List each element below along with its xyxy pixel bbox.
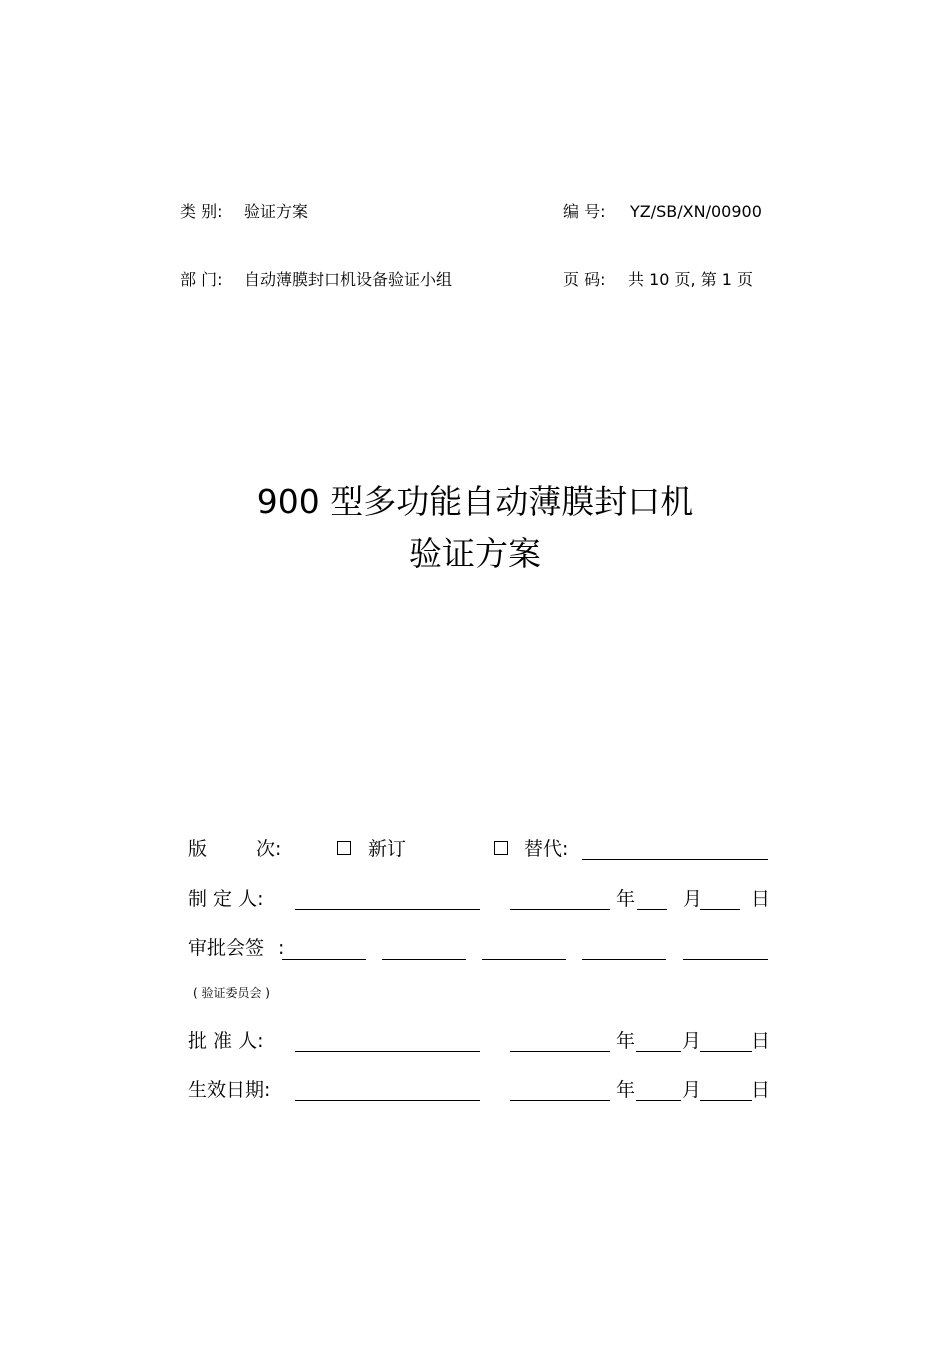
- dept-label: 部 门:: [180, 270, 223, 289]
- document-title-line1: 900 型多功能自动薄膜封口机: [256, 482, 694, 521]
- effective-month-line[interactable]: [636, 1100, 681, 1101]
- dept-value: 自动薄膜封口机设备验证小组: [244, 270, 453, 289]
- review-label: 审批会签: [188, 937, 265, 959]
- new-checkbox[interactable]: [337, 841, 351, 855]
- effective-date-label: 生效日期:: [188, 1079, 271, 1101]
- author-day-line[interactable]: [700, 909, 740, 910]
- replace-option-label: 替代:: [524, 838, 569, 860]
- author-day-label: 日: [751, 888, 771, 910]
- author-label: 制 定 人:: [188, 888, 264, 910]
- number-value: YZ/SB/XN/00900: [630, 202, 762, 221]
- category-value: 验证方案: [244, 202, 309, 221]
- author-month-line[interactable]: [637, 909, 667, 910]
- replace-checkbox[interactable]: [494, 841, 508, 855]
- page-label: 页 码:: [563, 270, 606, 289]
- effective-year-label: 年: [616, 1079, 636, 1101]
- review-note: ( 验证委员会 ): [193, 986, 270, 1000]
- number-label: 编 号:: [563, 202, 606, 221]
- review-colon: :: [278, 937, 285, 959]
- effective-day-line[interactable]: [700, 1100, 752, 1101]
- version-label: 版: [188, 838, 208, 860]
- author-year-label: 年: [616, 888, 636, 910]
- approver-year-line[interactable]: [510, 1051, 610, 1052]
- approver-year-label: 年: [616, 1030, 636, 1052]
- replace-field-line[interactable]: [582, 859, 768, 860]
- author-month-label: 月: [683, 888, 703, 910]
- effective-month-label: 月: [682, 1079, 702, 1101]
- review-signature-line-4[interactable]: [582, 959, 666, 960]
- approver-name-line[interactable]: [295, 1051, 480, 1052]
- approver-month-label: 月: [682, 1030, 702, 1052]
- review-signature-line-2[interactable]: [382, 959, 466, 960]
- new-option-label: 新订: [368, 838, 407, 860]
- review-signature-line-3[interactable]: [482, 959, 566, 960]
- effective-day-label: 日: [751, 1079, 771, 1101]
- review-signature-line-5[interactable]: [683, 959, 768, 960]
- page-value: 共 10 页, 第 1 页: [628, 270, 754, 289]
- effective-year-line[interactable]: [510, 1100, 610, 1101]
- approver-month-line[interactable]: [636, 1051, 681, 1052]
- category-label: 类 别:: [180, 202, 223, 221]
- approver-day-line[interactable]: [700, 1051, 752, 1052]
- author-year-line[interactable]: [510, 909, 610, 910]
- approver-day-label: 日: [751, 1030, 771, 1052]
- effective-name-line[interactable]: [295, 1100, 480, 1101]
- review-signature-line-1[interactable]: [282, 959, 366, 960]
- document-title-line2: 验证方案: [409, 534, 541, 573]
- version-label-suffix: 次:: [256, 838, 282, 860]
- approver-label: 批 准 人:: [188, 1030, 264, 1052]
- author-name-line[interactable]: [295, 909, 480, 910]
